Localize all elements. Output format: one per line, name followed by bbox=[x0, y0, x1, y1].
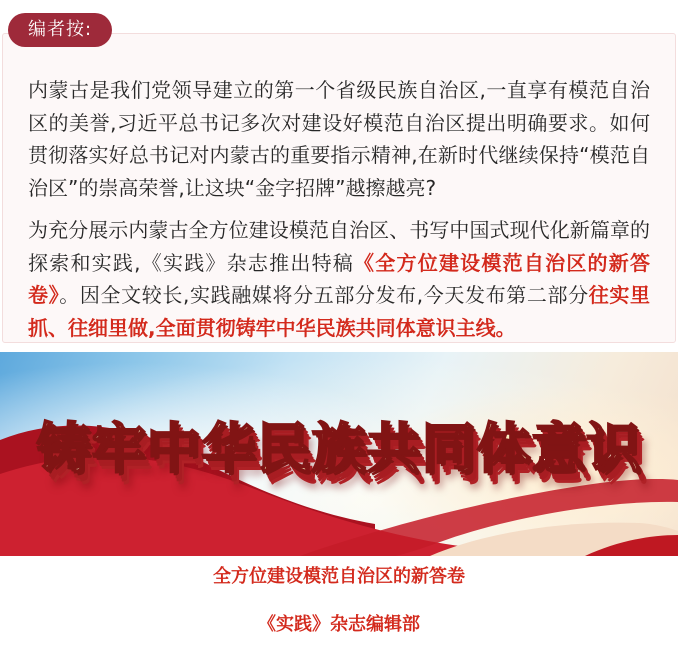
note-paragraph-1: 内蒙古是我们党领导建立的第一个省级民族自治区,一直享有模范自治区的美誉,习近平总书记多次对建设好模范自治区提出明确要求。如何贯彻落实好总书记对内蒙古的重要指示精神,在新时代继续保持“模范自治区”的崇高荣誉,让这块“金字招牌”越擦越亮? bbox=[28, 78, 650, 200]
paragraph2-highlight-1: 《全方位建设模范自治区的新答卷》 bbox=[28, 250, 651, 307]
editor-note-box bbox=[2, 33, 676, 343]
article-title: 全方位建设模范自治区的新答卷 bbox=[213, 566, 465, 587]
editor-note-label: 编者按: bbox=[8, 13, 112, 47]
paragraph2-highlight-2: 往实里抓、往细里做,全面贯彻铸牢中华民族共同体意识主线。 bbox=[28, 283, 651, 340]
banner-image[interactable] bbox=[0, 352, 678, 556]
note-paragraph-2 bbox=[28, 214, 650, 344]
paragraph2-text-2: 。因全文较长,实践融媒将分五部分发布,今天发布第二部分 bbox=[59, 283, 589, 307]
article-byline: 《实践》杂志编辑部 bbox=[258, 614, 420, 635]
paragraph2-text-1: 为充分展示内蒙古全方位建设模范自治区、书写中国式现代化新篇章的探索和实践,《实践》杂志推出特稿 bbox=[28, 218, 650, 275]
banner-title: 铸牢中华民族共同体意识 bbox=[36, 417, 642, 480]
